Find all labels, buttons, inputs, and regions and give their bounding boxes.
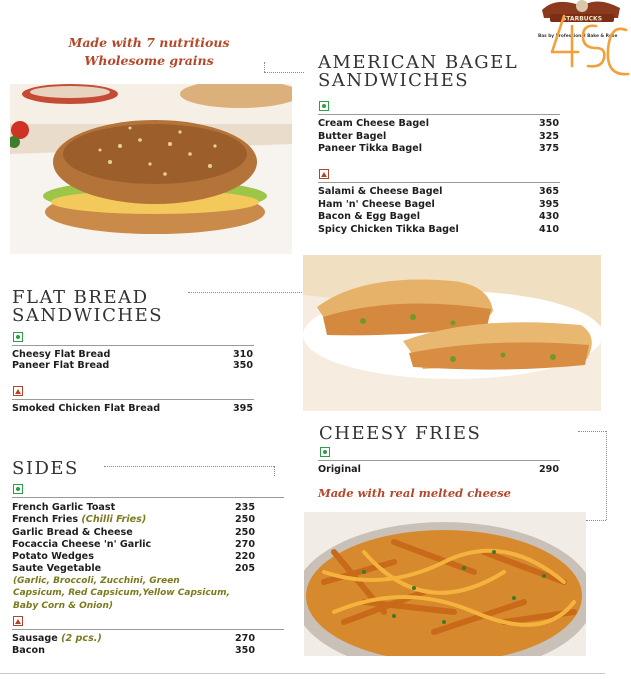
divider xyxy=(318,114,560,115)
menu-item xyxy=(318,131,559,144)
item-name: Cream Cheese Bagel xyxy=(318,118,429,129)
menu-item xyxy=(12,502,255,515)
item-price: 250 xyxy=(234,514,255,525)
fries-section-title: CHEESY FRIES xyxy=(319,423,482,444)
item-price: 350 xyxy=(232,360,253,371)
divider xyxy=(318,182,560,183)
item-name: Bacon & Egg Bagel xyxy=(318,211,421,222)
item-variant: (2 pcs.) xyxy=(61,633,102,644)
item-price: 350 xyxy=(538,118,559,129)
item-name: Sausage xyxy=(12,633,58,644)
item-name: Paneer Flat Bread xyxy=(12,360,110,371)
item-price: 270 xyxy=(234,539,255,550)
item-price: 290 xyxy=(538,464,559,475)
menu-item xyxy=(12,514,255,527)
veg-indicator-icon xyxy=(320,447,330,457)
note-line: (Garlic, Broccoli, Zucchini, Green xyxy=(13,576,180,586)
item-name: Butter Bagel xyxy=(318,130,387,142)
menu-item xyxy=(12,551,255,564)
connector-line xyxy=(606,431,607,520)
menu-item xyxy=(318,224,559,237)
menu-item xyxy=(12,527,255,540)
menu-item xyxy=(318,464,559,477)
item-name: Salami & Cheese Bagel xyxy=(318,186,443,197)
connector-line xyxy=(264,62,265,72)
menu-item xyxy=(318,199,559,212)
item-price: 250 xyxy=(234,526,255,538)
item-name: French Garlic Toast xyxy=(12,502,116,513)
menu-item xyxy=(12,645,255,658)
menu-item xyxy=(12,403,253,416)
item-price: 395 xyxy=(232,403,253,414)
svg-text:STARBUCKS: STARBUCKS xyxy=(561,15,603,23)
item-price: 410 xyxy=(538,223,559,235)
connector-line xyxy=(104,466,274,467)
menu-item xyxy=(12,633,255,646)
connector-line xyxy=(264,72,304,73)
menu-item xyxy=(12,563,255,576)
item-name: Original xyxy=(318,464,361,475)
grains-promo xyxy=(34,34,264,70)
item-price: 325 xyxy=(538,130,559,142)
sides-section-title: SIDES xyxy=(12,458,79,479)
item-price: 430 xyxy=(538,211,559,222)
item-name: Focaccia Cheese 'n' Garlic xyxy=(12,539,152,550)
nonveg-indicator-icon xyxy=(13,616,23,626)
bagel-title-line1: AMERICAN BAGEL xyxy=(318,52,519,73)
connector-line xyxy=(274,466,275,476)
item-name: Cheesy Flat Bread xyxy=(12,349,111,360)
item-price: 310 xyxy=(232,349,253,360)
menu-item xyxy=(12,539,255,552)
flatbread-title-line2: SANDWICHES xyxy=(12,305,164,326)
item-name: French Fries xyxy=(12,514,79,525)
bagel-sandwich-photo xyxy=(10,84,292,254)
item-price: 350 xyxy=(234,645,255,656)
chef-logo-icon xyxy=(536,0,631,92)
connector-line xyxy=(586,520,606,521)
note-line: Baby Corn & Onion) xyxy=(13,600,113,611)
connector-line xyxy=(578,431,606,432)
note-line: Capsicum, Red Capsicum,Yellow Capsicum, xyxy=(13,588,230,599)
item-name: Potato Wedges xyxy=(12,551,94,562)
saute-vegetable-note xyxy=(13,575,263,612)
connector-line xyxy=(188,292,302,293)
nonveg-indicator-icon xyxy=(319,169,329,179)
item-name: Paneer Tikka Bagel xyxy=(318,143,423,154)
item-name: Spicy Chicken Tikka Bagel xyxy=(318,223,459,235)
bagel-title-line2: SANDWICHES xyxy=(318,70,470,91)
item-name: Ham 'n' Cheese Bagel xyxy=(318,198,435,210)
flatbread-title-line1: FLAT BREAD xyxy=(12,287,149,308)
grains-promo-line2: Wholesome grains xyxy=(84,53,214,68)
divider xyxy=(318,460,560,461)
divider xyxy=(12,497,284,498)
item-price: 235 xyxy=(234,502,255,513)
brand-logo xyxy=(536,0,631,92)
cheesy-fries-photo xyxy=(304,512,586,656)
flatbread-sandwich-photo xyxy=(303,255,601,411)
nonveg-indicator-icon xyxy=(13,386,23,396)
divider xyxy=(12,629,284,630)
item-price: 365 xyxy=(538,186,559,197)
veg-indicator-icon xyxy=(13,332,23,342)
menu-item xyxy=(318,143,559,156)
flatbread-section-title xyxy=(12,289,163,325)
menu-item xyxy=(12,360,253,373)
divider xyxy=(12,345,254,346)
item-variant: (Chilli Fries) xyxy=(81,514,147,525)
divider xyxy=(12,399,254,400)
item-price: 375 xyxy=(538,143,559,154)
item-name: Bacon xyxy=(12,645,45,656)
item-price: 395 xyxy=(538,198,559,210)
menu-item xyxy=(318,118,559,131)
bagel-section-title xyxy=(318,54,518,90)
item-price: 205 xyxy=(234,563,255,574)
item-price: 220 xyxy=(234,551,255,562)
grains-promo-line1: Made with 7 nutritious xyxy=(68,35,230,50)
menu-item xyxy=(318,211,559,224)
item-name: Saute Vegetable xyxy=(12,563,102,574)
item-price: 270 xyxy=(234,633,255,644)
veg-indicator-icon xyxy=(319,101,329,111)
veg-indicator-icon xyxy=(13,484,23,494)
svg-text:Bas by Professional Bake & Ros: Bas by Professional Bake & Rose xyxy=(538,34,618,39)
item-name: Smoked Chicken Flat Bread xyxy=(12,403,161,414)
menu-item xyxy=(318,186,559,199)
melted-cheese-promo: Made with real melted cheese xyxy=(318,486,512,500)
page-bottom-divider xyxy=(0,673,605,674)
item-name: Garlic Bread & Cheese xyxy=(12,526,133,538)
